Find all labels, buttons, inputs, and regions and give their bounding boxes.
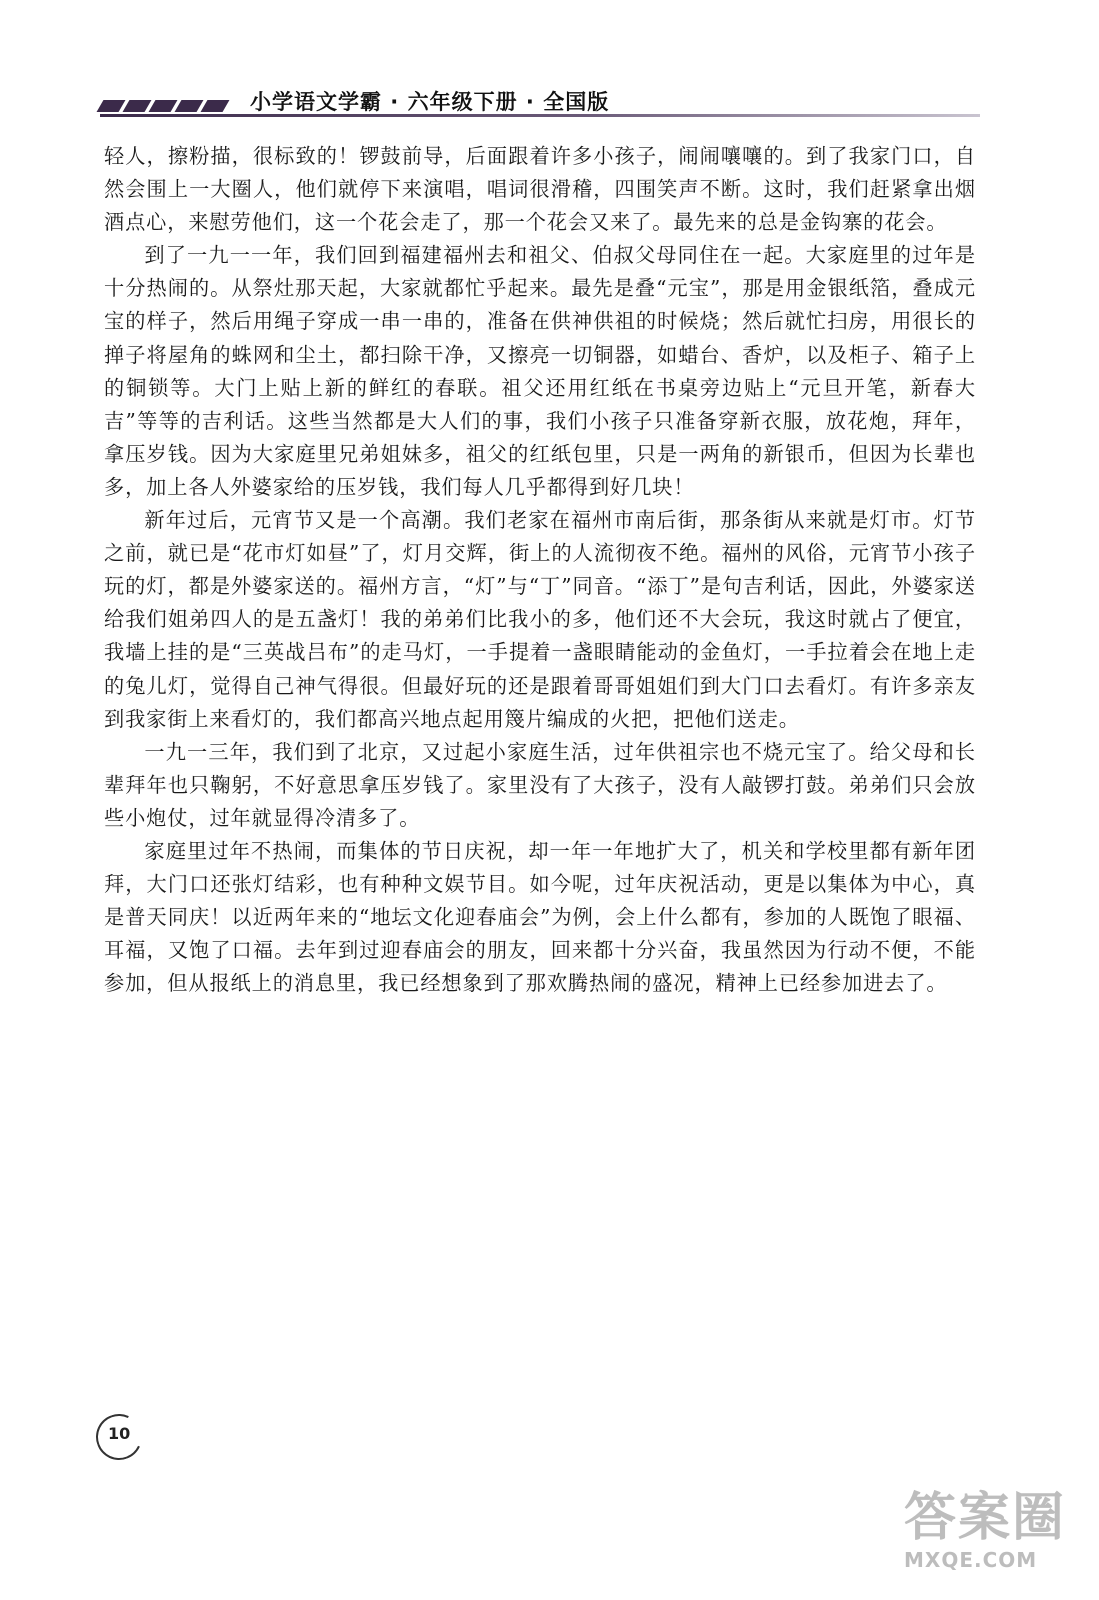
watermark-text: 答案圈 [904, 1488, 1067, 1548]
watermark-logo [904, 1488, 1084, 1588]
article-body [104, 140, 976, 1000]
page-number: 10 [108, 1424, 131, 1443]
running-header [100, 86, 980, 122]
book-title: 小学语文学霸 · 六年级下册 · 全国版 [250, 90, 610, 114]
paragraph-3: 新年过后，元宵节又是一个高潮。我们老家在福州市南后街，那条街从来就是灯市。灯节之前，就已是“花市灯如昼”了，灯月交辉，街上的人流彻夜不绝。福州的风俗，元宵节小孩子玩的灯，都是外婆家送的。福州方言，“灯”与“丁”同音。“添丁”是句吉利话，因此，外婆家送给我们姐弟四人的是五盏灯！我的弟弟们比我小的多，他们还不大会玩，我这时就占了便宜，我墙上挂的是“三英战吕布”的走马灯，一手提着一盏眼睛能动的金鱼灯，一手拉着会在地上走的兔儿灯，觉得自己神气得很。但最好玩的还是跟着哥哥姐姐们到大门口去看灯。有许多亲友到我家街上来看灯的，我们都高兴地点起用篾片编成的火把，把他们送走。 [104, 508, 976, 731]
paragraph-1: 轻人，擦粉描，很标致的！锣鼓前导，后面跟着许多小孩子，闹闹嚷嚷的。到了我家门口，自然会围上一大圈人，他们就停下来演唱，唱词很滑稽，四围笑声不断。这时，我们赶紧拿出烟酒点心，来慰劳他们，这一个花会走了，那一个花会又来了。最先来的总是金钩寨的花会。 [104, 144, 976, 235]
paragraph-4: 一九一三年，我们到了北京，又过起小家庭生活，过年供祖宗也不烧元宝了。给父母和长辈拜年也只鞠躬，不好意思拿压岁钱了。家里没有了大孩子，没有人敲锣打鼓。弟弟们只会放些小炮仗，过年就显得冷清多了。 [104, 739, 976, 830]
header-stripe-decoration [100, 100, 230, 114]
watermark-url: MXQE.COM [904, 1548, 1038, 1572]
paragraph-2: 到了一九一一年，我们回到福建福州去和祖父、伯叔父母同住在一起。大家庭里的过年是十分热闹的。从祭灶那天起，大家就都忙乎起来。最先是叠“元宝”，那是用金银纸箔，叠成元宝的样子，然后用绳子穿成一串一串的，准备在供神供祖的时候烧；然后就忙扫房，用很长的掸子将屋角的蛛网和尘土，都扫除干净，又擦亮一切铜器，如蜡台、香炉，以及柜子、箱子上的铜锁等。大门上贴上新的鲜红的春联。祖父还用红纸在书桌旁边贴上“元旦开笔，新春大吉”等等的吉利话。这些当然都是大人们的事，我们小孩子只准备穿新衣服，放花炮，拜年，拿压岁钱。因为大家庭里兄弟姐妹多，祖父的红纸包里，只是一两角的新银币，但因为长辈也多，加上各人外婆家给的压岁钱，我们每人几乎都得到好几块！ [104, 243, 976, 499]
paragraph-5: 家庭里过年不热闹，而集体的节日庆祝，却一年一年地扩大了，机关和学校里都有新年团拜，大门口还张灯结彩，也有种种文娱节目。如今呢，过年庆祝活动，更是以集体为中心，真是普天同庆！以近两年来的“地坛文化迎春庙会”为例，会上什么都有，参加的人既饱了眼福、耳福，又饱了口福。去年到过迎春庙会的朋友，回来都十分兴奋，我虽然因为行动不便，不能参加，但从报纸上的消息里，我已经想象到了那欢腾热闹的盛况，精神上已经参加进去了。 [104, 838, 976, 996]
header-rule [100, 114, 980, 117]
